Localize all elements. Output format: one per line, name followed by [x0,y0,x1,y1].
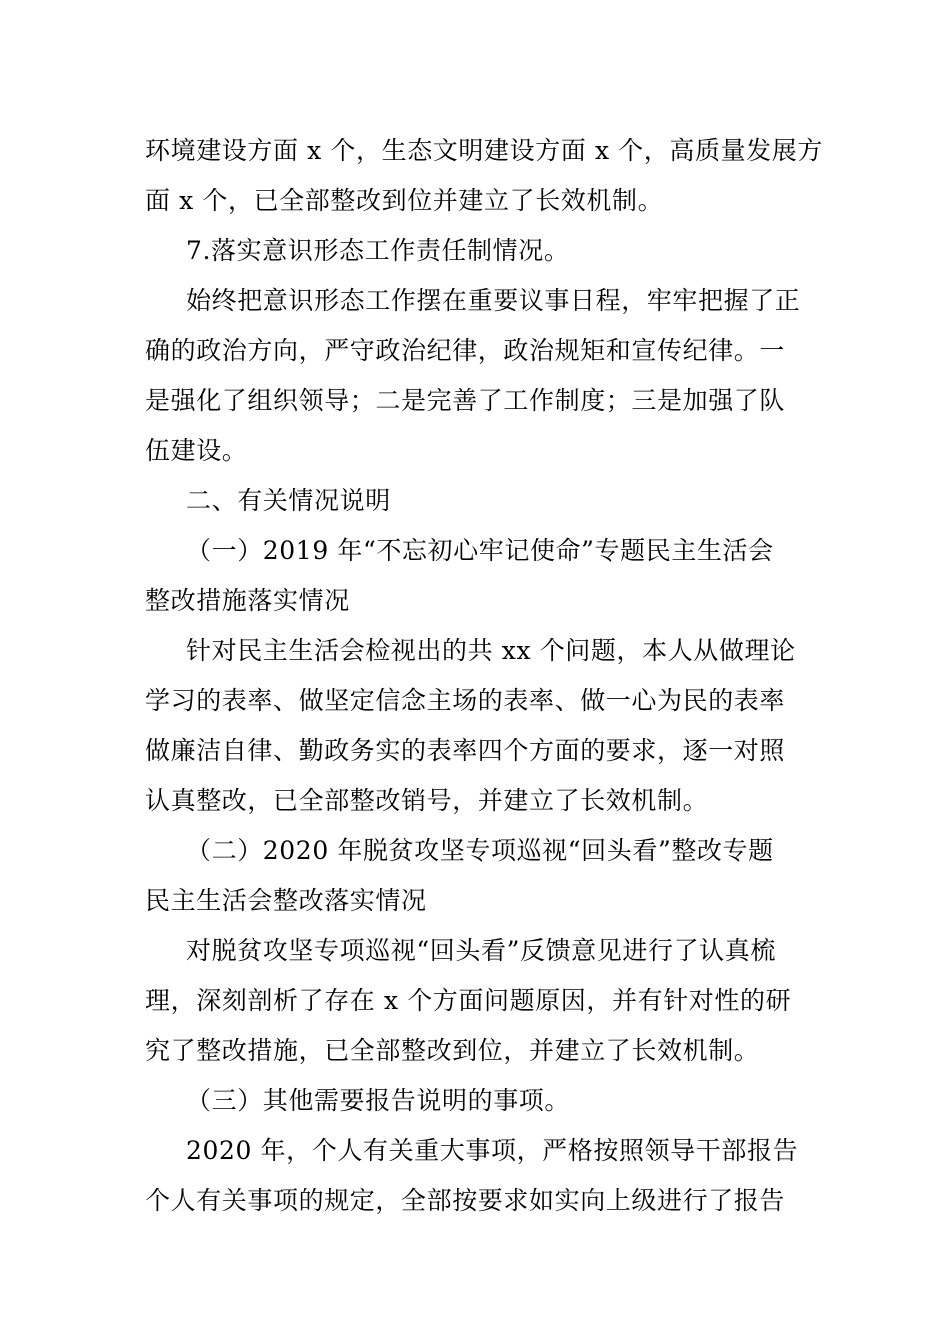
subsection-heading: （三）其他需要报告说明的事项。 [186,1086,571,1115]
paragraph-line: 个人有关事项的规定，全部按要求如实向上级进行了报告 [145,1186,786,1215]
section-heading: 7.落实意识形态工作责任制情况。 [186,236,570,265]
paragraph-line: 针对民主生活会检视出的共 xx 个问题，本人从做理论 [186,636,796,665]
subsection-heading: （二）2020 年脱贫攻坚专项巡视“回头看”整改专题 [186,836,774,865]
subsection-heading: （一）2019 年“不忘初心牢记使命”专题民主生活会 [186,536,774,565]
paragraph-line: 理，深刻剖析了存在 x 个方面问题原因，并有针对性的研 [145,986,792,1015]
paragraph-line: 伍建设。 [145,436,248,465]
paragraph-line: 对脱贫攻坚专项巡视“回头看”反馈意见进行了认真梳 [186,936,776,965]
paragraph-line: 始终把意识形态工作摆在重要议事日程，牢牢把握了正 [186,286,801,315]
paragraph-line: 认真整改，已全部整改销号，并建立了长效机制。 [145,786,709,815]
subsection-heading: 民主生活会整改落实情况 [145,886,427,915]
paragraph-line: 究了整改措施，已全部整改到位，并建立了长效机制。 [145,1036,760,1065]
section-heading: 二、有关情况说明 [186,486,391,515]
paragraph-line: 确的政治方向，严守政治纪律，政治规矩和宣传纪律。一 [145,336,786,365]
paragraph-line: 学习的表率、做坚定信念主场的表率、做一心为民的表率 [145,686,786,715]
paragraph-line: 2020 年，个人有关重大事项，严格按照领导干部报告 [186,1136,799,1165]
paragraph-line: 做廉洁自律、勤政务实的表率四个方面的要求，逐一对照 [145,736,786,765]
paragraph-line: 是强化了组织领导；二是完善了工作制度；三是加强了队 [145,386,786,415]
subsection-heading: 整改措施落实情况 [145,586,350,615]
paragraph-line: 环境建设方面 x 个，生态文明建设方面 x 个，高质量发展方 [145,136,823,165]
paragraph-line: 面 x 个，已全部整改到位并建立了长效机制。 [145,186,664,215]
